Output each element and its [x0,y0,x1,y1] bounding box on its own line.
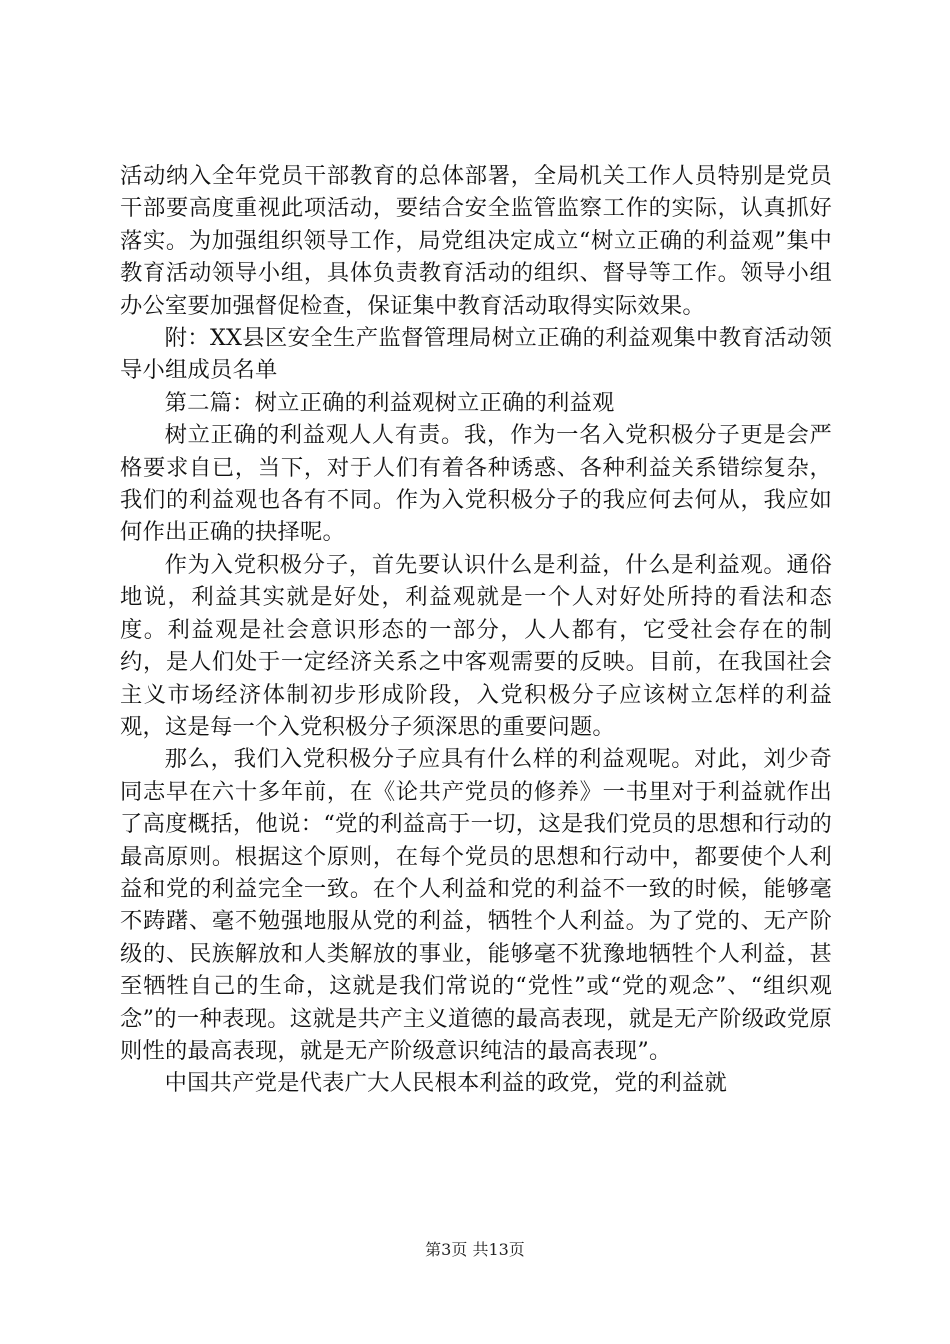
section-heading: 第二篇：树立正确的利益观树立正确的利益观 [164,389,615,416]
paragraph-attachment-note: 附：XX县区安全生产监督管理局树立正确的利益观集中教育活动领导小组成员名单 [120,325,832,384]
page-number-footer: 第3页 共13页 [425,1240,525,1259]
document-body [120,160,832,1100]
paragraph: 中国共产党是代表广大人民根本利益的政党，党的利益就 [164,1070,728,1097]
paragraph: 作为入党积极分子，首先要认识什么是利益，什么是利益观。通俗地说，利益其实就是好处，利益观就是一个人对好处所持的看法和态度。利益观是社会意识形态的一部分，人人都有，它受社会存在的制约，是人们处于一定经济关系之中客观需要的反映。目前，在我国社会主义市场经济体制初步形成阶段，入党积极分子应该树立怎样的利益观，这是每一个入党积极分子须深思的重要问题。 [120,551,832,740]
paragraph: 树立正确的利益观人人有责。我，作为一名入党积极分子更是会严格要求自已，当下，对于人们有着各种诱惑、各种利益关系错综复杂，我们的利益观也各有不同。作为入党积极分子的我应何去何从，我应如何作出正确的抉择呢。 [120,422,832,546]
paragraph: 那么，我们入党积极分子应具有什么样的利益观呢。对此，刘少奇同志早在六十多年前，在《论共产党员的修养》一书里对于利益就作出了高度概括，他说：“党的利益高于一切，这是我们党员的思想和行动的最高原则。根据这个原则，在每个党员的思想和行动中，都要使个人利益和党的利益完全一致。在个人利益和党的利益不一致的时候，能够毫不踌躇、毫不勉强地服从党的利益，牺牲个人利益。为了党的、无产阶级的、民族解放和人类解放的事业，能够毫不犹豫地牺牲个人利益，甚至牺牲自己的生命，这就是我们常说的“党性”或“党的观念”、“组织观念”的一种表现。这就是共产主义道德的最高表现，就是无产阶级政党原则性的最高表现，就是无产阶级意识纯洁的最高表现”。 [120,746,832,1064]
paragraph-continuation: 活动纳入全年党员干部教育的总体部署，全局机关工作人员特别是党员干部要高度重视此项活动，要结合安全监管监察工作的实际，认真抓好落实。为加强组织领导工作，局党组决定成立“树立正确的利益观”集中教育活动领导小组，具体负责教育活动的组织、督导等工作。领导小组办公室要加强督促检查，保证集中教育活动取得实际效果。 [120,163,832,319]
